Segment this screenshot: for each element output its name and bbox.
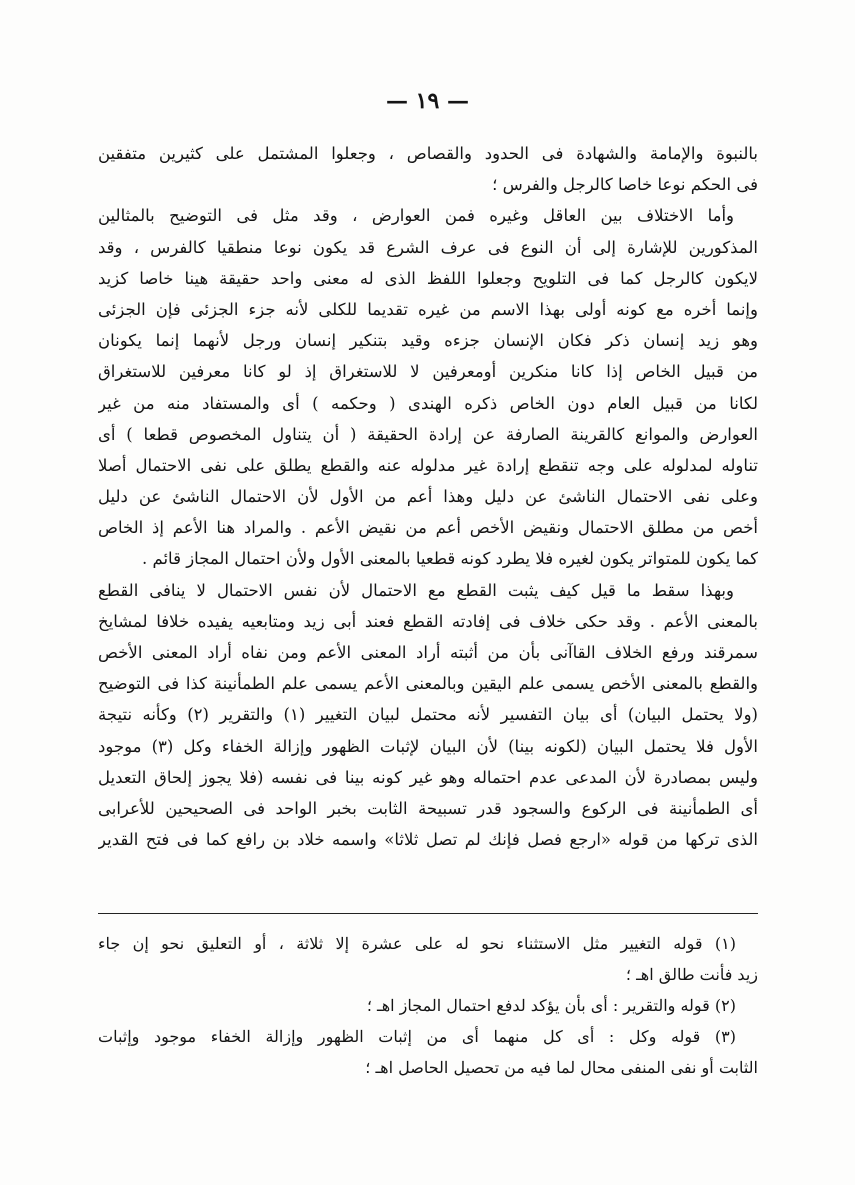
body-line: وإنما أخره مع كونه أولى بهذا الاسم من غيره تقديما للكلى لأنه جزء الجزئى فإن الجزئى [98, 299, 758, 319]
footnote-line: (١) قوله التغيير مثل الاستثناء نحو له على عشرة إلا ثلاثة ، أو التعليق نحو إن جاء [98, 934, 736, 953]
body-line: والقطع بالمعنى الأخص يسمى علم اليقين وبالمعنى الأعم يسمى علم الطمأنينة كذا فى التوضيح [98, 674, 758, 694]
footnote-line: الثابت أو نفى المنفى محال لما فيه من تحصيل الحاصل اهـ ؛ [365, 1058, 758, 1077]
body-line: وأما الاختلاف بين العاقل وغيره فمن العوارض ، وقد مثل فى التوضيح بالمثالين [98, 206, 734, 226]
footnote-line: (٢) قوله والتقرير : أى بأن يؤكد لدفع احتمال المجاز اهـ ؛ [366, 996, 736, 1015]
body-line: وليس بمصادرة لأن المدعى عدم احتماله وهو غير كونه بينا فى نفسه (فلا يجوز إلحاق التعديل [98, 767, 758, 787]
body-line: بالمعنى الأعم . وقد حكى خلاف فى إفادته القطع فعند أبى زيد ومتابعيه يفيده خلافا لمشايخ [98, 611, 758, 631]
body-line: أخص من مطلق الاحتمال ونقيض الأخص أعم من نقيض الأعم . والمراد هنا الأعم إذ الخاص [98, 518, 758, 538]
body-line: فى الحكم نوعا خاصا كالرجل والفرس ؛ [492, 175, 758, 195]
body-line: تناوله لمدلوله على وجه تنقطع إرادة غير مدلوله عنه والقطع يطلق على نفى الاحتمال أصلا [98, 455, 758, 475]
body-line: العوارض والموانع كالقرينة الصارفة عن إرادة الحقيقة ( أن يتناول المخصوص قطعا ) أى [98, 424, 758, 444]
body-line: الأول فلا يحتمل البيان (لكونه بينا) لأن البيان لإثبات الظهور وإزالة الخفاء وكل (٣) موجود [98, 736, 758, 756]
body-line: وعلى نفى الاحتمال الناشئ عن دليل وهذا أعم من الأول لأن الاحتمال الناشئ عن دليل [98, 487, 758, 507]
body-line: وهو زيد إنسان ذكر فكان الإنسان جزءه وقيد بتنكير إنسان ورجل لأنهما إنما يكونان [98, 331, 758, 351]
footnotes [98, 928, 758, 1083]
body-line: المذكورين للإشارة إلى أن النوع فى عرف الشرع قد يكون نوعا منطقيا كالفرس ، وقد [98, 237, 758, 257]
body-line: كما يكون للمتواتر يكون لغيره فلا يطرد كونه قطعيا بالمعنى الأول ولأن احتمال المجاز قائم . [141, 549, 758, 569]
body-line: أى الطمأنينة فى الركوع والسجود قدر تسبيحة الثابت بخبر الواحد فى الصحيحين للأعرابى [98, 798, 758, 818]
body-line: لايكون كالرجل كما فى التلويح وجعلوا اللفظ الذى له معنى واحد حقيقة هينا خاصا كزيد [98, 268, 758, 288]
page-number: — ١٩ — [386, 88, 469, 114]
body-line: سمرقند ورفع الخلاف القاآنى بأن من أثبته أراد المعنى الأعم ومن نفاه أراد المعنى الأخص [98, 643, 758, 662]
body-line: الذى تركها من قوله «ارجع فصل فإنك لم تصل ثلاثا» واسمه خلاد بن رافع كما فى فتح القدير [98, 830, 758, 850]
body-line: لكانا من قبيل العام دون الخاص ذكره الهندى ( وحكمه ) أى والمستفاد منه من غير [98, 393, 758, 413]
body-line: من قبيل الخاص إذا كانا منكرين أومعرفين لا للاستغراق إذ لو كانا معرفين للاستغراق [98, 362, 758, 382]
footnote-line: (٣) قوله وكل : أى كل منهما أى من إثبات الظهور وإزالة الخفاء موجود وإثبات [98, 1027, 736, 1046]
body-line: بالنبوة والإمامة والشهادة فى الحدود والقصاص ، وجعلوا المشتمل على كثيرين متفقين [98, 144, 758, 163]
body-line: وبهذا سقط ما قيل كيف يثبت القطع مع الاحتمال لأن نفس الاحتمال لا ينافى القطع [98, 580, 734, 600]
body-text [98, 138, 758, 855]
footnote-line: زيد فأنت طالق اهـ ؛ [625, 965, 758, 984]
body-line: (ولا يحتمل البيان) أى بيان التفسير لأنه محتمل لبيان التغيير (١) والتقرير (٢) وكأنه نتيجة [98, 705, 758, 725]
footnote-separator [98, 913, 758, 914]
